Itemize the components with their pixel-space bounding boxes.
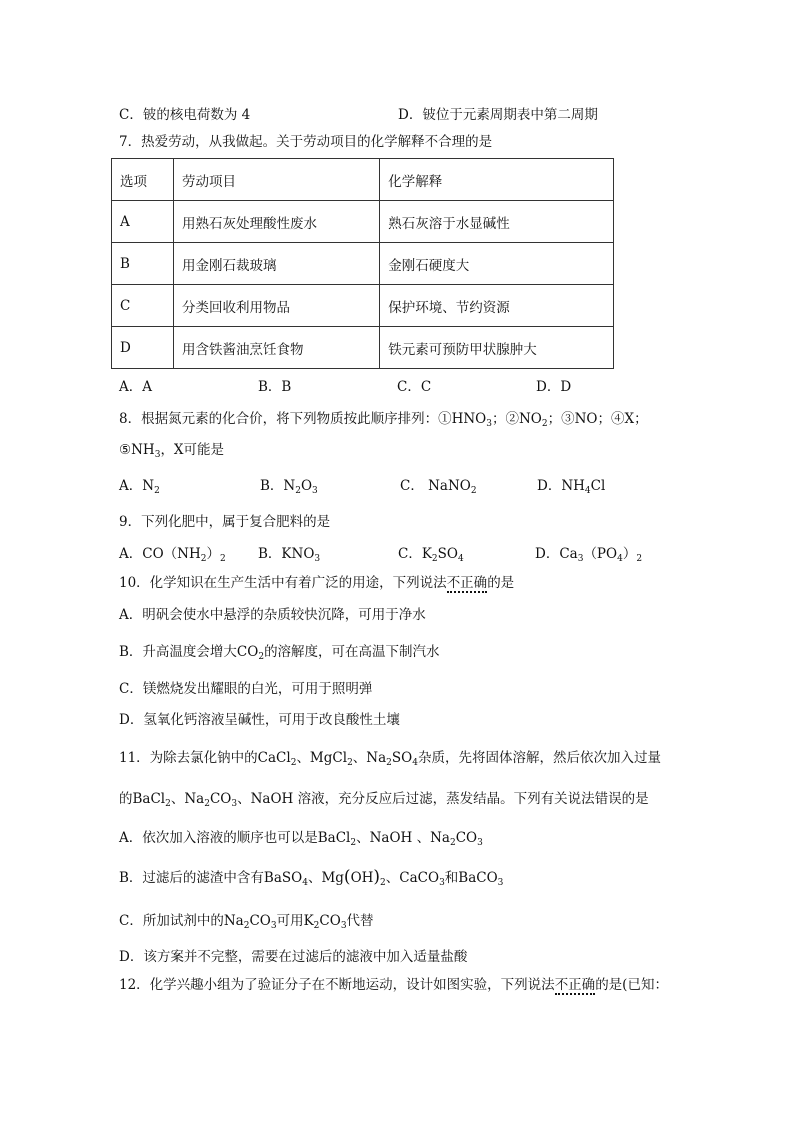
table-row bbox=[112, 285, 614, 327]
table-row bbox=[112, 327, 614, 369]
q11-option-c: C．所加试剂中的$Na_2CO_3$可用$K_2CO_3$代替 bbox=[119, 913, 374, 931]
q7-option-a: A．A bbox=[119, 379, 152, 395]
table-header-row bbox=[112, 159, 614, 201]
q10-option-b: B．升高温度会增大$CO_2$的溶解度，可在高温下制汽水 bbox=[119, 644, 440, 662]
table-cell: 金刚石硬度大 bbox=[380, 243, 614, 285]
table-row bbox=[112, 243, 614, 285]
q11-option-d: D．该方案并不完整，需要在过滤后的滤液中加入适量盐酸 bbox=[119, 949, 468, 965]
table-cell: 用熟石灰处理酸性废水 bbox=[173, 201, 379, 243]
q8-stem-line2: $⑤NH_3$，X可能是 bbox=[119, 442, 225, 460]
q11-option-a: A．依次加入溶液的顺序也可以是BaCl$_2$、NaOH 、$Na_2CO_3$ bbox=[119, 830, 483, 848]
table-cell: 保护环境、节约资源 bbox=[380, 285, 614, 327]
q9-option-b: B．$KNO_3$ bbox=[258, 546, 321, 564]
table-header-cell: 化学解释 bbox=[380, 159, 614, 201]
q6-option-c: C．铍的核电荷数为 4 bbox=[119, 107, 251, 123]
q10-option-d: D．氢氧化钙溶液呈碱性，可用于改良酸性土壤 bbox=[119, 712, 400, 728]
q11-option-b: B．过滤后的滤渣中含有BaSO$_4$、$Mg(OH)_2$、CaCO$_3$和BaCO$_3$ bbox=[119, 867, 504, 888]
table-header-cell: 选项 bbox=[112, 159, 174, 201]
q9-option-c: C．$K_2SO_4$ bbox=[398, 546, 464, 564]
q10-option-c: C．镁燃烧发出耀眼的白光，可用于照明弹 bbox=[119, 681, 373, 697]
table-cell: 铁元素可预防甲状腺肿大 bbox=[380, 327, 614, 369]
q8-option-a: A．$N_2$ bbox=[119, 478, 160, 496]
table-cell: 熟石灰溶于水显碱性 bbox=[380, 201, 614, 243]
q9-stem: 9．下列化肥中，属于复合肥料的是 bbox=[119, 514, 331, 530]
q8-stem-line1: 8．根据氮元素的化合价，将下列物质按此顺序排列：$①HNO_3$；$②NO_2$；③NO；④X； bbox=[119, 411, 648, 429]
table-cell: A bbox=[112, 201, 174, 243]
table-cell: 用含铁酱油烹饪食物 bbox=[173, 327, 379, 369]
table-header-cell: 劳动项目 bbox=[173, 159, 379, 201]
q8-option-c: C． NaNO$_2$ bbox=[400, 478, 477, 496]
table-row bbox=[112, 201, 614, 243]
table-cell: 分类回收利用物品 bbox=[173, 285, 379, 327]
q10-stem: 10．化学知识在生产生活中有着广泛的用途，下列说法不正确的是 bbox=[119, 575, 515, 591]
table-cell: 用金刚石裁玻璃 bbox=[173, 243, 379, 285]
q8-option-d: D．$NH_4Cl$ bbox=[537, 478, 606, 496]
q9-option-a: A．$CO(NH_2)_2$ bbox=[119, 546, 226, 564]
q6-option-d: D．铍位于元素周期表中第二周期 bbox=[398, 107, 598, 123]
q9-option-d: D．$Ca_3(PO_4)_2$ bbox=[535, 546, 643, 564]
q11-stem-line1: 11．为除去氯化钠中的CaCl$_2$、MgCl$_2$、$Na_2SO_4$杂质，先将固体溶解，然后依次加入过量 bbox=[119, 750, 661, 768]
q7-option-c: C．C bbox=[397, 379, 432, 395]
q7-stem: 7．热爱劳动，从我做起。关于劳动项目的化学解释不合理的是 bbox=[119, 134, 493, 150]
q7-option-b: B．B bbox=[258, 379, 292, 395]
q11-stem-line2: 的BaCl$_2$、$Na_2CO_3$、NaOH 溶液，充分反应后过滤，蒸发结晶。下列有关说法错误的是 bbox=[119, 791, 649, 809]
q12-stem: 12．化学兴趣小组为了验证分子在不断地运动，设计如图实验，下列说法不正确的是(已知： bbox=[119, 977, 668, 993]
table-cell: C bbox=[112, 285, 174, 327]
q8-option-b: B．$N_2O_3$ bbox=[260, 478, 318, 496]
q7-option-d: D．D bbox=[536, 379, 572, 395]
table-cell: D bbox=[112, 327, 174, 369]
q7-table bbox=[111, 158, 614, 369]
table-cell: B bbox=[112, 243, 174, 285]
q10-option-a: A．明矾会使水中悬浮的杂质较快沉降，可用于净水 bbox=[119, 607, 426, 623]
